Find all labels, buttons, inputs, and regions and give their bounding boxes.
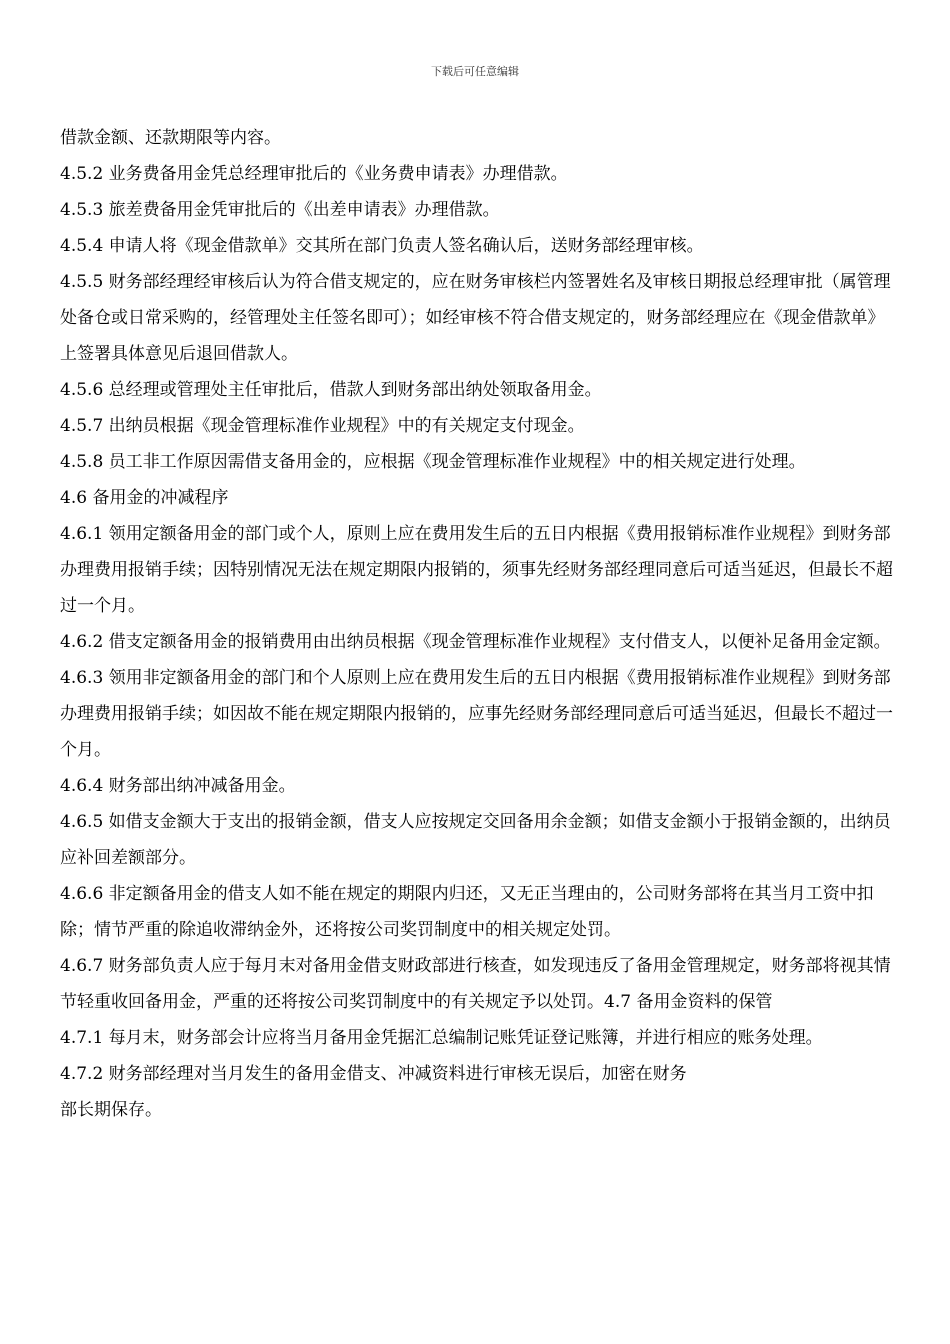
paragraph-4-6-7: 4.6.7 财务部负责人应于每月末对备用金借支财政部进行核查，如发现违反了备用金管理规定，财务部将视其情节轻重收回备用金，严重的还将按公司奖罚制度中的有关规定予以处罚。4.7 备用金资料的保管	[60, 956, 891, 1012]
page-header: 下载后可任意编辑	[431, 65, 519, 78]
paragraph-4-5-7: 4.5.7 出纳员根据《现金管理标准作业规程》中的有关规定支付现金。	[60, 416, 585, 436]
document-body	[60, 120, 900, 1128]
paragraph-4-6-4: 4.6.4 财务部出纳冲减备用金。	[60, 776, 296, 796]
paragraph-4-5-5: 4.5.5 财务部经理经审核后认为符合借支规定的，应在财务审核栏内签署姓名及审核日期报总经理审批（属管理处备仓或日常采购的，经管理处主任签名即可）；如经审核不符合借支规定的，财务部经理应在《现金借款单》上签署具体意见后退回借款人。	[60, 272, 891, 364]
paragraph-4-6-6: 4.6.6 非定额备用金的借支人如不能在规定的期限内归还，又无正当理由的，公司财务部将在其当月工资中扣除；情节严重的除追收滞纳金外，还将按公司奖罚制度中的相关规定处罚。	[60, 884, 874, 940]
paragraph-4-6-1: 4.6.1 领用定额备用金的部门或个人，原则上应在费用发生后的五日内根据《费用报销标准作业规程》到财务部办理费用报销手续；因特别情况无法在规定期限内报销的，须事先经财务部经理同意后可适当延迟，但最长不超过一个月。	[60, 524, 893, 616]
paragraph-4-6-3: 4.6.3 领用非定额备用金的部门和个人原则上应在费用发生后的五日内根据《费用报销标准作业规程》到财务部办理费用报销手续；如因故不能在规定期限内报销的，应事先经财务部经理同意后可适当延迟，但最长不超过一个月。	[60, 668, 893, 760]
paragraph-4-5-4: 4.5.4 申请人将《现金借款单》交其所在部门负责人签名确认后，送财务部经理审核。	[60, 236, 704, 256]
paragraph-4-7-2: 4.7.2 财务部经理对当月发生的备用金借支、冲减资料进行审核无误后，加密在财务	[60, 1064, 687, 1084]
paragraph-4-5-3: 4.5.3 旅差费备用金凭审批后的《出差申请表》办理借款。	[60, 200, 500, 220]
paragraph-4-5-8: 4.5.8 员工非工作原因需借支备用金的，应根据《现金管理标准作业规程》中的相关规定进行处理。	[60, 452, 806, 472]
paragraph-4-5-6: 4.5.6 总经理或管理处主任审批后，借款人到财务部出纳处领取备用金。	[60, 380, 602, 400]
paragraph-4-5-2: 4.5.2 业务费备用金凭总经理审批后的《业务费申请表》办理借款。	[60, 164, 568, 184]
section-heading-4-6: 4.6 备用金的冲减程序	[60, 488, 229, 508]
paragraph-4-6-5: 4.6.5 如借支金额大于支出的报销金额，借支人应按规定交回备用余金额；如借支金额小于报销金额的，出纳员应补回差额部分。	[60, 812, 891, 868]
paragraph-4-7-2-continuation: 部长期保存。	[60, 1100, 162, 1120]
paragraph-continuation: 借款金额、还款期限等内容。	[60, 128, 281, 148]
paragraph-4-6-2: 4.6.2 借支定额备用金的报销费用由出纳员根据《现金管理标准作业规程》支付借支人，以便补足备用金定额。	[60, 632, 891, 652]
paragraph-4-7-1: 4.7.1 每月末，财务部会计应将当月备用金凭据汇总编制记账凭证登记账簿，并进行相应的账务处理。	[60, 1028, 823, 1048]
